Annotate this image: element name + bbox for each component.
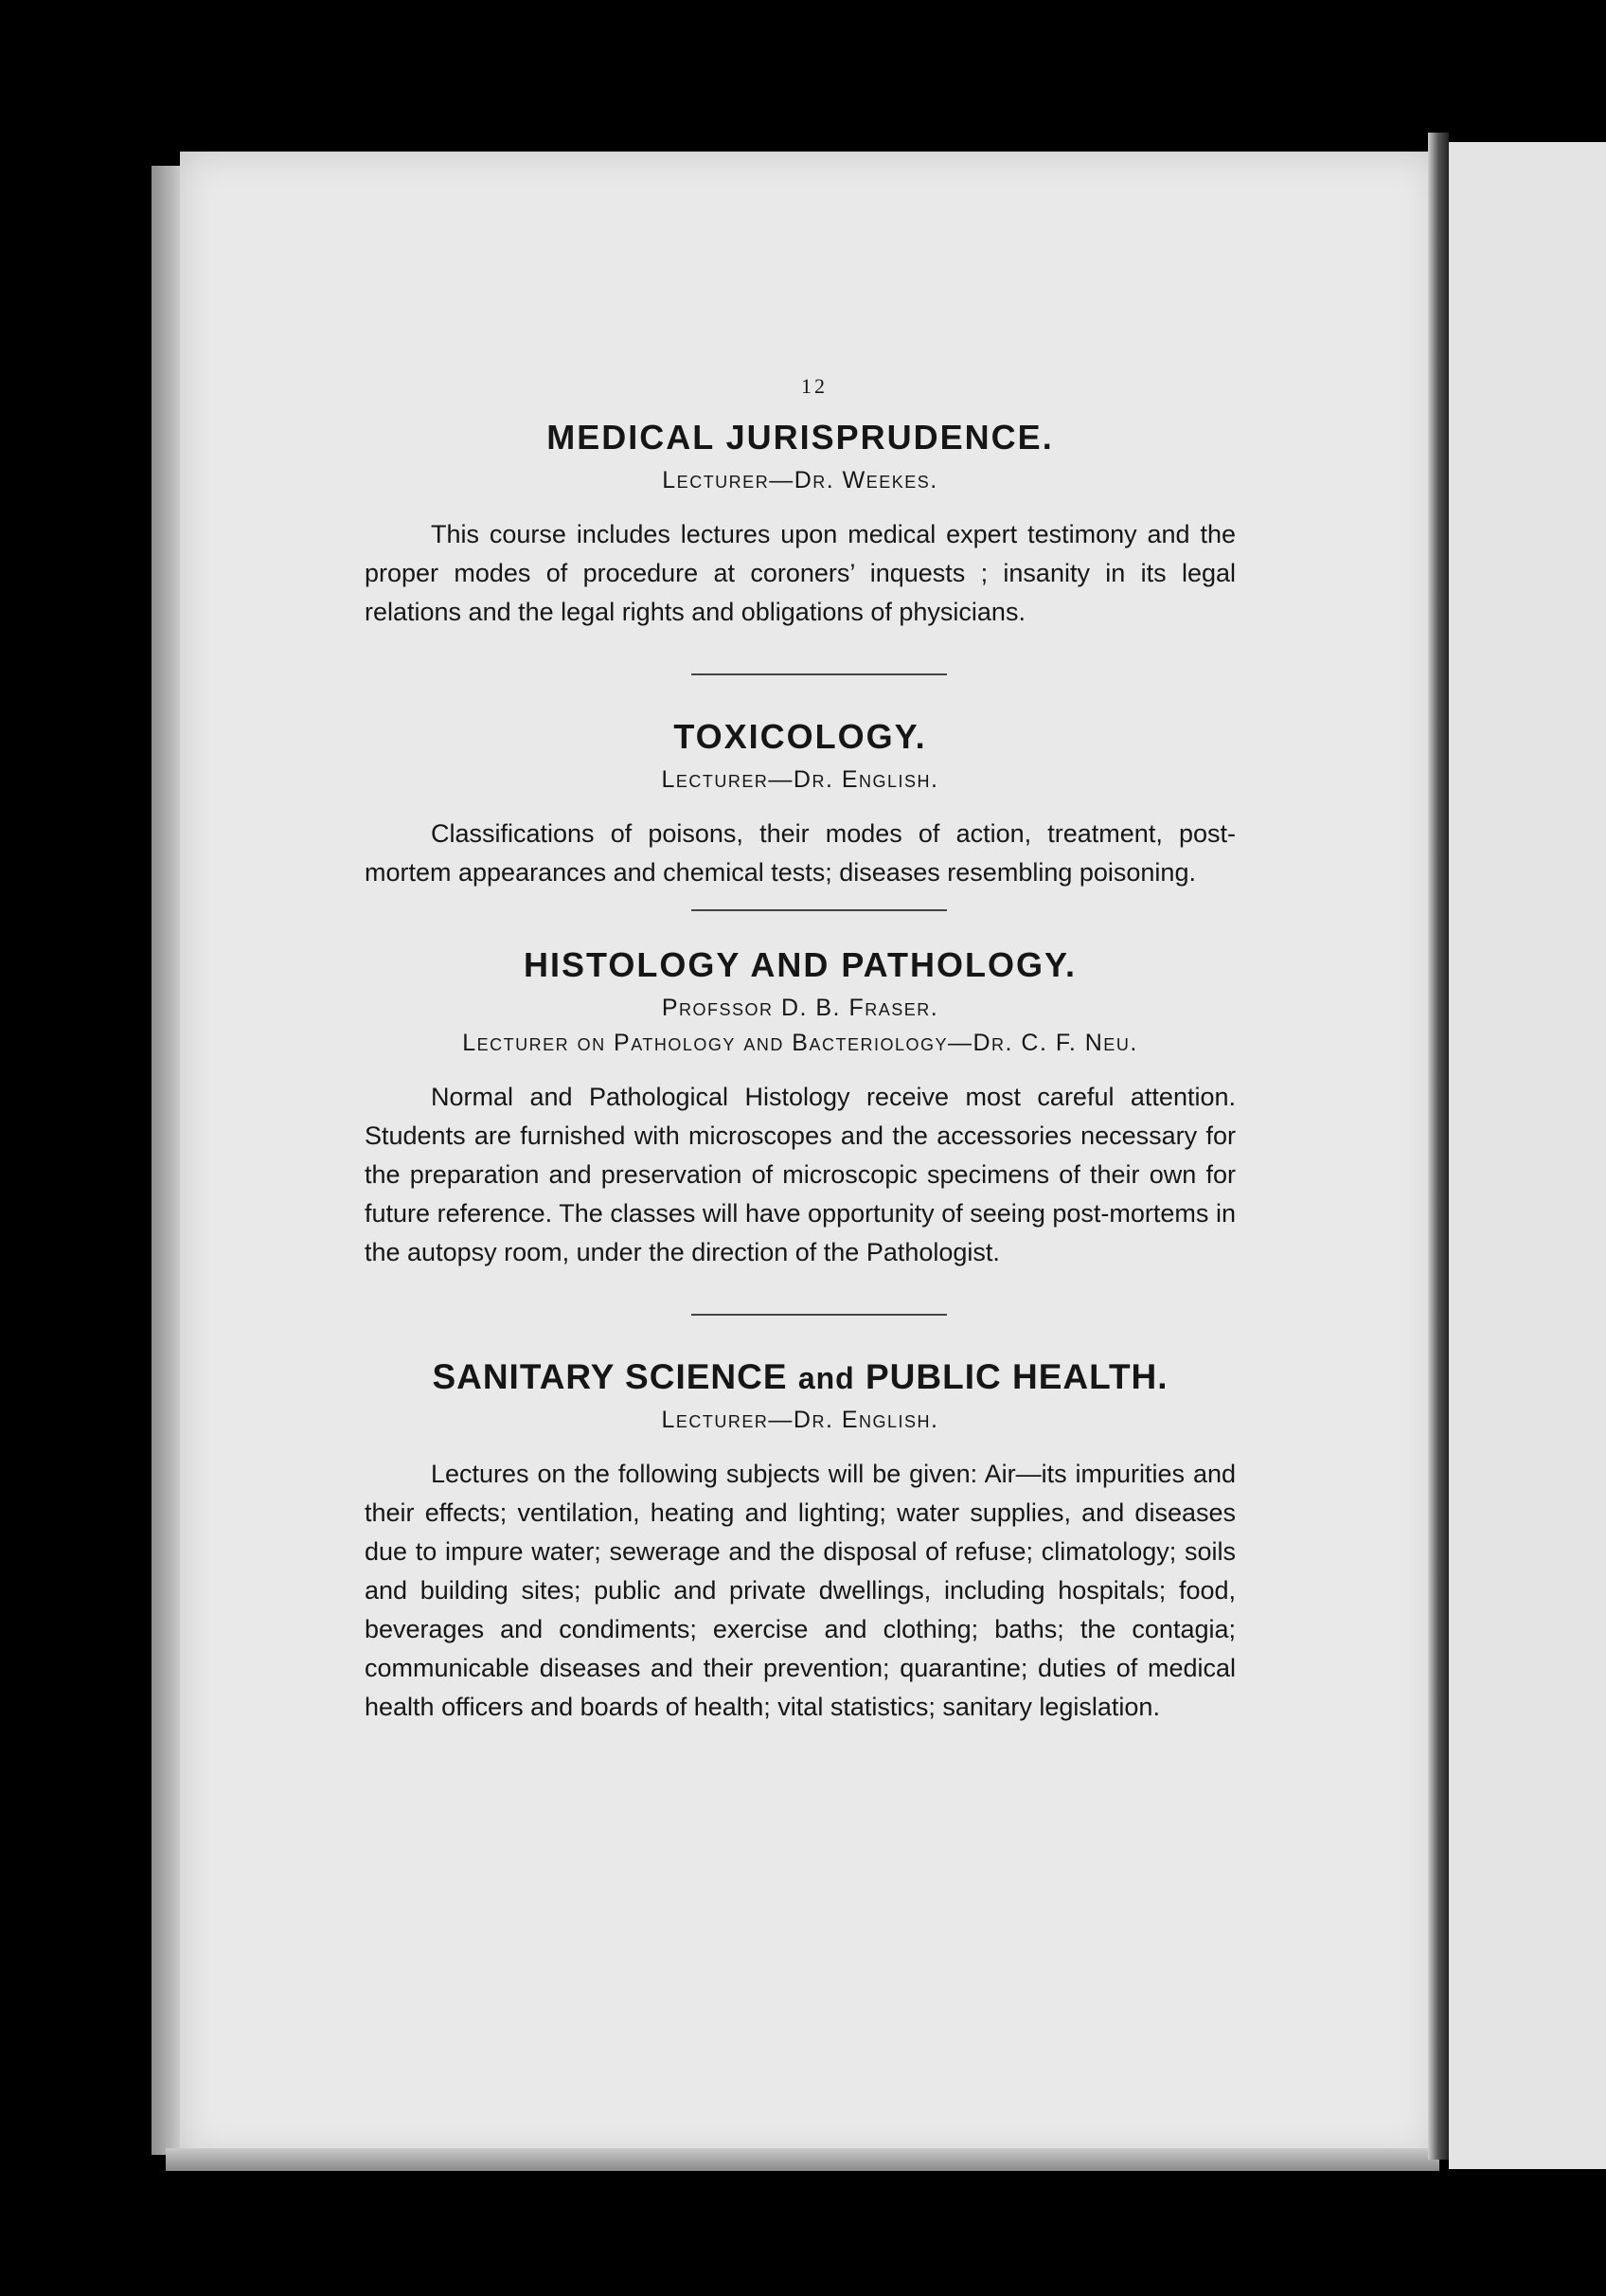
book-page-right <box>1449 142 1606 2169</box>
section-medical-jurisprudence <box>365 418 1236 632</box>
section-divider <box>691 1314 947 1316</box>
lecturer-line: Lecturer—Dr. English. <box>661 766 939 793</box>
lecturer-line: Lecturer—Dr. Weekes. <box>662 467 938 493</box>
section-body: This course includes lectures upon medical expert testimony and the proper modes of procedure at coroners’ inquests ; insanity in its legal relations and the legal rights and obligations of physicians. <box>365 520 1236 626</box>
section-title-part: and <box>797 1361 855 1395</box>
lecturer-line: Profssor D. B. Fraser. <box>661 995 939 1021</box>
section-toxicology <box>365 717 1236 892</box>
section-title-part: PUBLIC HEALTH. <box>865 1357 1169 1396</box>
book-gutter <box>1428 133 1449 2160</box>
section-title: TOXICOLOGY. <box>673 717 927 756</box>
page-bottom-edge <box>166 2148 1439 2171</box>
lecturer-line: Lecturer—Dr. English. <box>661 1407 939 1433</box>
section-title: MEDICAL JURISPRUDENCE. <box>546 418 1054 457</box>
section-histology-pathology <box>365 945 1236 1272</box>
page-number: 12 <box>801 374 828 398</box>
section-body: Lectures on the following subjects will be given: Air—its impurities and their effects; ventilation, heating and lighting; water supplies, and diseases due to impure water; sewerage and the disposal of refuse; climatology; soils and building sites; public and private dwellings, including hospitals; food, beverages and condiments; exercise and clothing; baths; the contagia; communicable diseases and their prevention; quarantine; duties of medical health officers and boards of health; vital statistics; sanitary legislation. <box>365 1460 1236 1721</box>
section-body: Normal and Pathological Histology receive most careful attention. Students are furnished with microscopes and the accessories necessary for the preparation and preservation of microscopic specimens of their own for future reference. The classes will have opportunity of seeing post-mortems in the autopsy room, under the direction of the Pathologist. <box>365 1083 1236 1266</box>
section-divider <box>691 673 947 675</box>
section-body: Classifications of poisons, their modes of action, treatment, post-mortem appearances and chemical tests; diseases resembling poisoning. <box>365 819 1236 887</box>
section-title <box>365 1357 1236 1397</box>
lecturer-line: Lecturer on Pathology and Bacteriology—Dr. C. F. Neu. <box>462 1030 1138 1056</box>
section-title-part: SANITARY SCIENCE <box>432 1357 788 1396</box>
section-title: HISTOLOGY AND PATHOLOGY. <box>523 945 1078 984</box>
section-sanitary-science <box>365 1357 1236 1727</box>
page-content <box>365 374 1236 1727</box>
section-divider <box>691 909 947 911</box>
